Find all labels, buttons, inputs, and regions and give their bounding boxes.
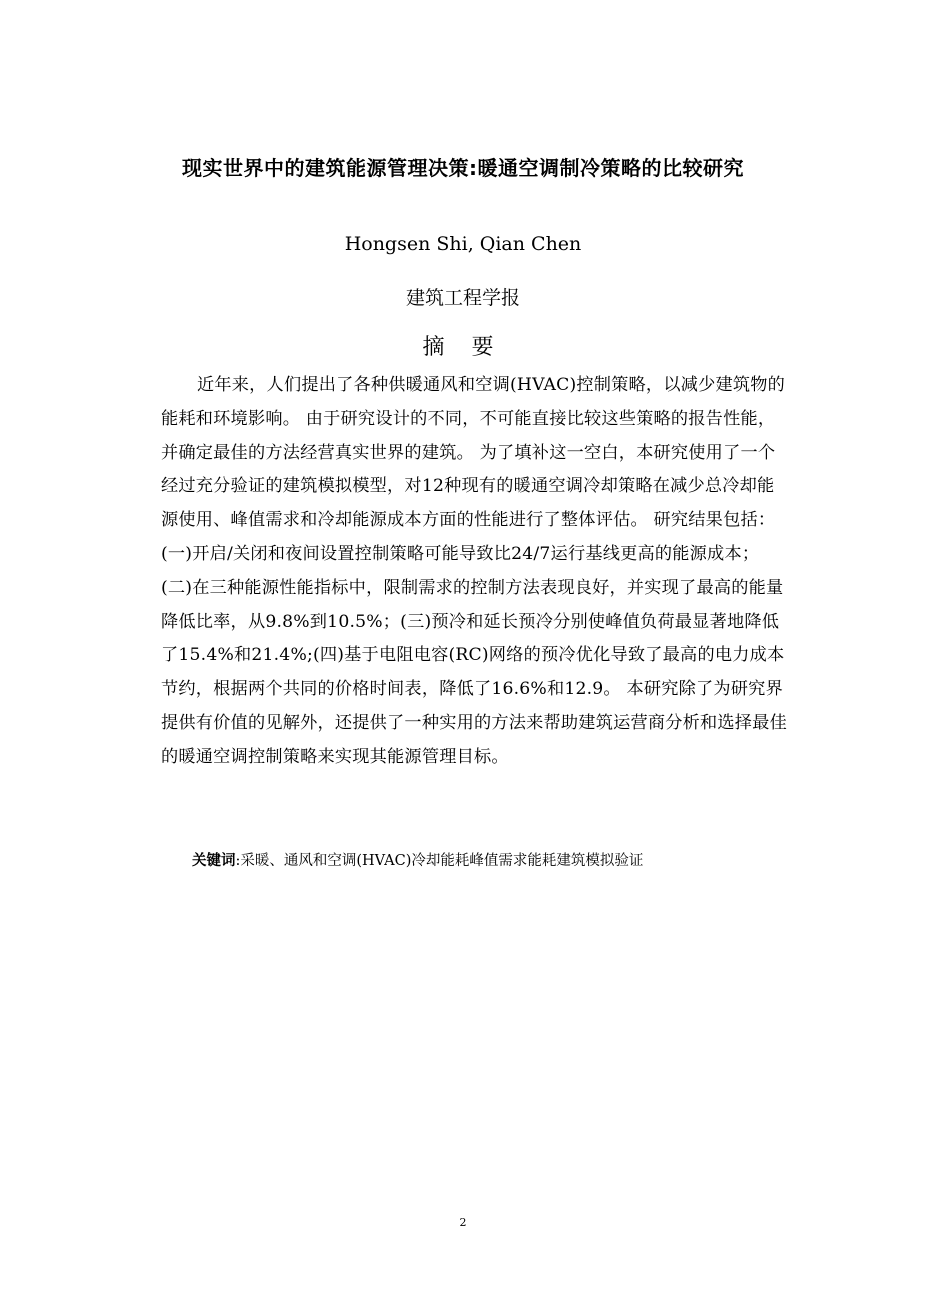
keywords-label: 关键词 bbox=[192, 853, 236, 869]
paper-title: 现实世界中的建筑能源管理决策:暖通空调制冷策略的比较研究 bbox=[182, 156, 744, 180]
paper-authors: Hongsen Shi, Qian Chen bbox=[344, 233, 582, 255]
journal-name: 建筑工程学报 bbox=[405, 287, 520, 309]
abstract-heading: 摘 要 bbox=[422, 335, 504, 360]
keywords-line bbox=[192, 849, 792, 870]
page-number: 2 bbox=[459, 1216, 467, 1229]
abstract-body: 近年来，人们提出了各种供暖通风和空调(HVAC)控制策略，以减少建筑物的能耗和环境影响。 由于研究设计的不同，不可能直接比较这些策略的报告性能，并确定最佳的方法经营真实世界的建筑。 为了填补这一空白，本研究使用了一个经过充分验证的建筑模拟模型，对12种现有的暖通空调冷却策略在减少总冷却能源使用、峰值需求和冷却能源成本方面的性能进行了整体评估。 研究结果包括：(一)开启/关闭和夜间设置控制策略可能导致比24/7运行基线更高的能源成本；(二)在三种能源性能指标中，限制需求的控制方法表现良好，并实现了最高的能量降低比率，从9.8%到10.5%；(三)预冷和延长预冷分别使峰值负荷最显著地降低了15.4%和21.4%;(四)基于电阻电容(RC)网络的预冷优化导致了最高的电力成本节约，根据两个共同的价格时间表，降低了16.6%和12.9。 本研究除了为研究界提供有价值的见解外，还提供了一种实用的方法来帮助建筑运营商分析和选择最佳的暖通空调控制策略来实现其能源管理目标。 bbox=[161, 375, 787, 767]
keywords-text: :采暖、通风和空调(HVAC)冷却能耗峰值需求能耗建筑模拟验证 bbox=[235, 853, 644, 869]
